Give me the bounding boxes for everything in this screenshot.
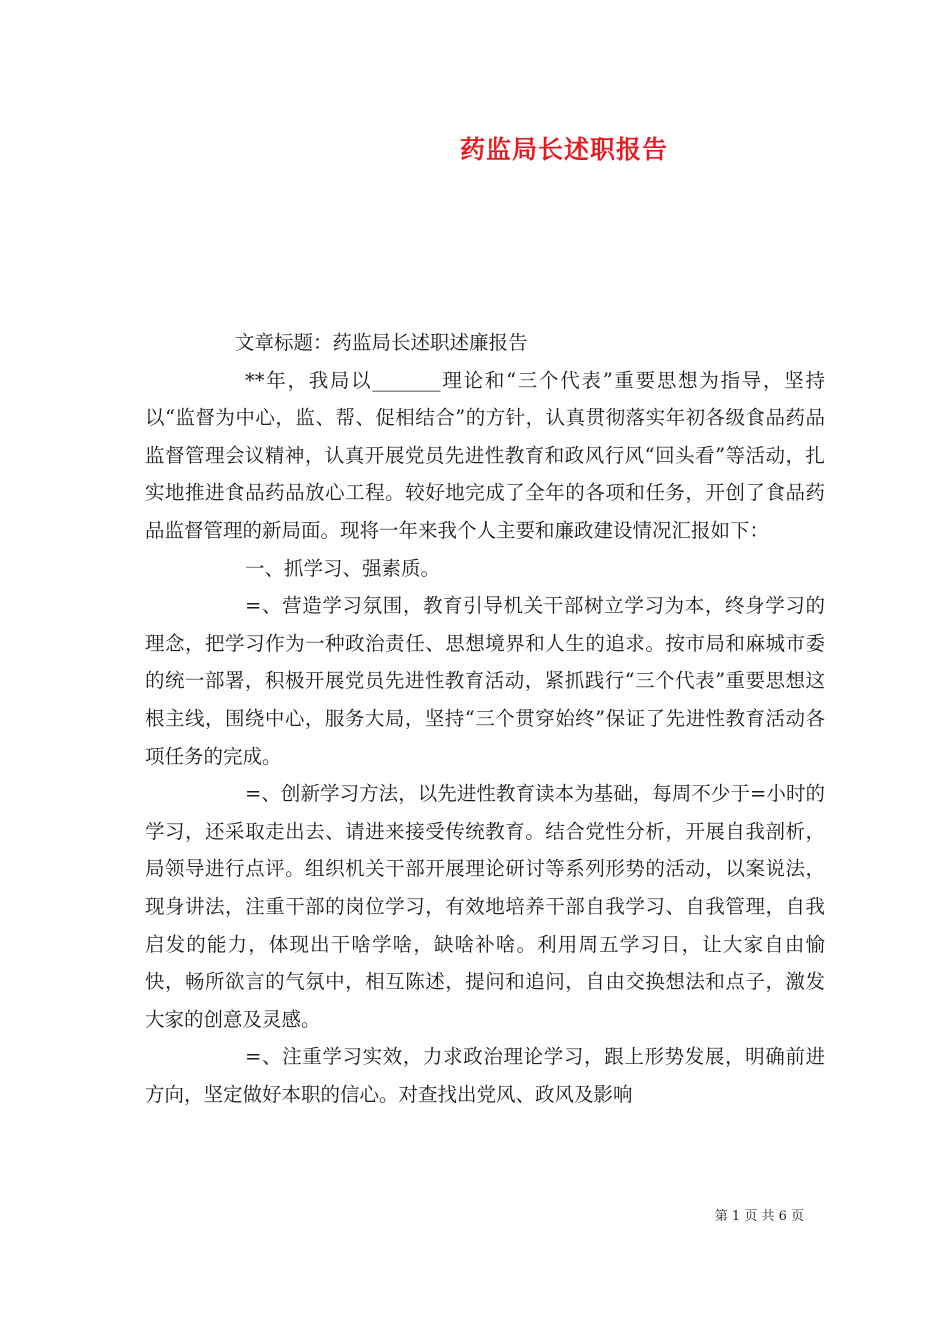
paragraph-learning-methods: =、创新学习方法，以先进性教育读本为基础，每周不少于=小时的学习，还采取走出去、请进来接受传统教育。结合党性分析，开展自我剖析，局领导进行点评。组织机关干部开展理论研讨等系列形势的活动，以案说法，现身讲法，注重干部的岗位学习，有效地培养干部自我学习、自我管理，自我启发的能力，体现出干啥学啥，缺啥补啥。利用周五学习日，让大家自由愉快，畅所欲言的气氛中，相互陈述，提问和追问，自由交换想法和点子，激发大家的创意及灵感。 <box>145 782 825 1031</box>
page-number: 第 1 页 共 6 页 <box>714 1209 804 1224</box>
document-body <box>145 324 825 1113</box>
section-heading-1: 一、抓学习、强素质。 <box>245 556 441 580</box>
paragraph-intro: **年，我局以_______理论和“三个代表”重要思想为指导，坚持以“监督为中心，监、帮、促相结合”的方针，认真贯彻落实年初各级食品药品监督管理会议精神，认真开展党员先进性教育和政风行风“回头看”等活动，扎实地推进食品药品放心工程。较好地完成了全年的各项和任务，开创了食品药品监督管理的新局面。现将一年来我个人主要和廉政建设情况汇报如下： <box>145 368 825 542</box>
paragraph-learning-atmosphere: =、营造学习氛围，教育引导机关干部树立学习为本，终身学习的理念，把学习作为一种政治责任、思想境界和人生的追求。按市局和麻城市委的统一部署，积极开展党员先进性教育活动，紧抓践行“三个代表”重要思想这根主线，围绕中心，服务大局，坚持“三个贯穿始终”保证了先进性教育活动各项任务的完成。 <box>145 594 825 768</box>
paragraph-learning-results: =、注重学习实效，力求政治理论学习，跟上形势发展，明确前进方向，坚定做好本职的信心。对查找出党风、政风及影响 <box>145 1045 825 1106</box>
article-heading-line: 文章标题：药监局长述职述廉报告 <box>235 331 528 354</box>
document-title: 药监局长述职报告 <box>459 135 668 164</box>
